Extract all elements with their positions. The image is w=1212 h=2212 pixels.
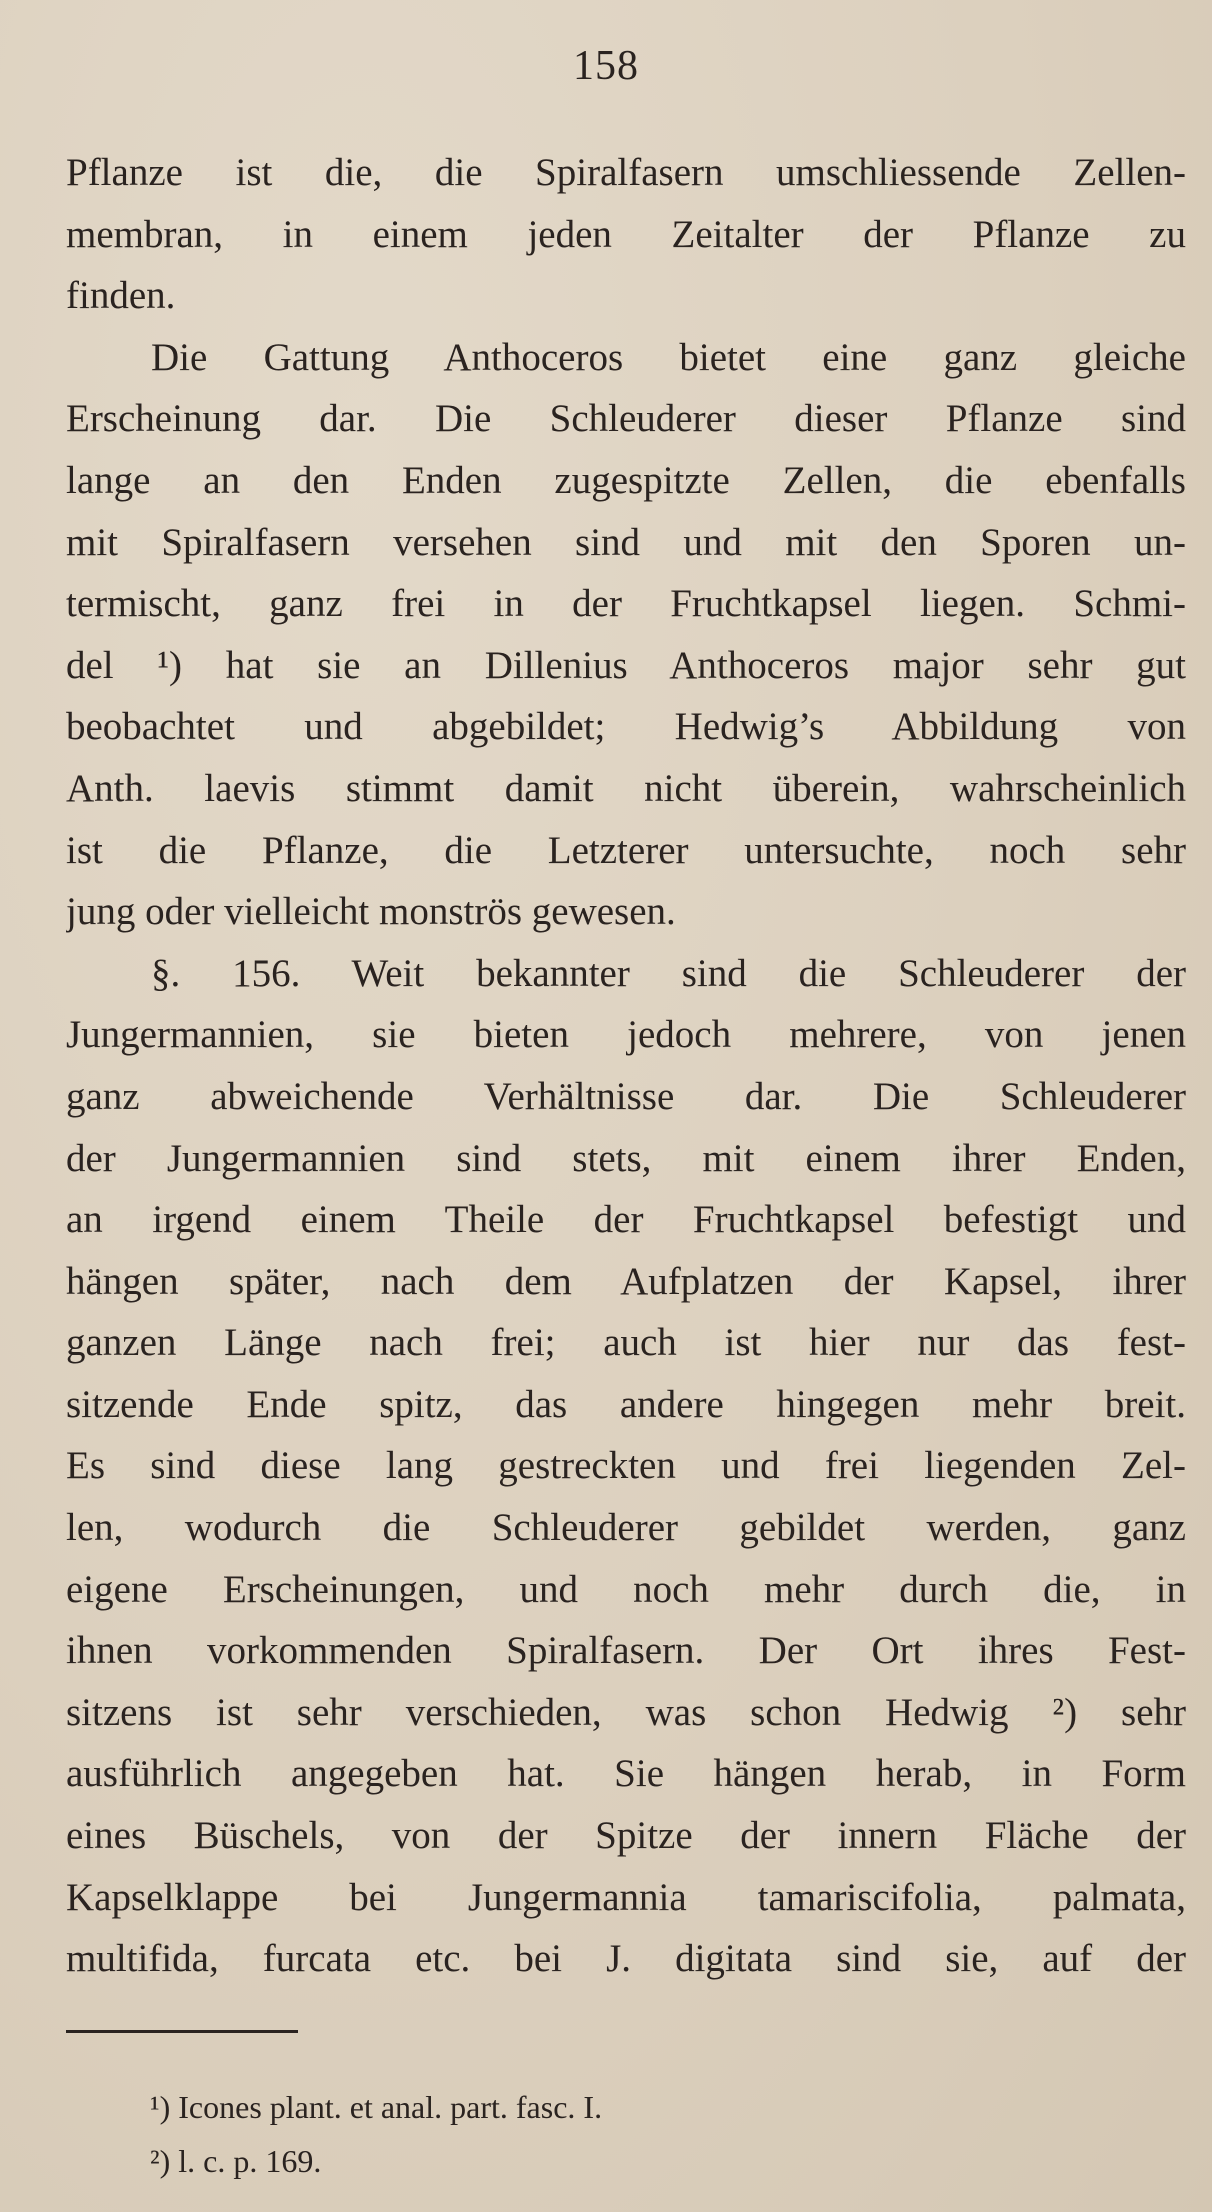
footnotes [150,2080,1050,2188]
text-line: Pflanze ist die, die Spiralfasern umschliessende Zellen- [66,151,1186,194]
text-line: len, wodurch die Schleuderer gebildet werden, ganz [66,1506,1186,1550]
text-line: Jungermannien, sie bieten jedoch mehrere, von jenen [66,1013,1186,1057]
footnote-divider [66,2030,298,2033]
text-line: multifida, furcata etc. bei J. digitata sind sie, auf der [66,1937,1186,1981]
footnote-1: ¹) Icones plant. et anal. part. fasc. I. [150,2089,603,2125]
text-line: eigene Erscheinungen, und noch mehr durch die, in [66,1567,1186,1611]
text-line: an irgend einem Theile der Fruchtkapsel befestigt und [66,1198,1186,1242]
text-line: Anth. laevis stimmt damit nicht überein, wahrscheinlich [66,766,1186,810]
text-line: sitzende Ende spitz, das andere hingegen mehr breit. [66,1382,1186,1426]
text-line: finden. [66,274,176,318]
text-line: termischt, ganz frei in der Fruchtkapsel liegen. Schmi- [66,582,1186,626]
text-line: Es sind diese lang gestreckten und frei liegenden Zel- [66,1444,1186,1488]
text-line: Erscheinung dar. Die Schleuderer dieser Pflanze sind [66,397,1186,441]
text-line: eines Büschels, von der Spitze der innern Fläche der [66,1814,1186,1858]
text-line: sitzens ist sehr verschieden, was schon Hedwig ²) sehr [66,1690,1186,1734]
text-line: der Jungermannien sind stets, mit einem ihrer Enden, [66,1136,1186,1180]
text-line: del ¹) hat sie an Dillenius Anthoceros major sehr gut [66,643,1186,687]
section-heading-line: §. 156. Weit bekannter sind die Schleuderer der [151,951,1186,995]
text-line: lange an den Enden zugespitzte Zellen, die ebenfalls [66,458,1186,502]
text-line: ihnen vorkommenden Spiralfasern. Der Ort ihres Fest- [66,1629,1186,1673]
text-line: Kapselklappe bei Jungermannia tamariscifolia, palmata, [66,1875,1186,1919]
text-line: jung oder vielleicht monströs gewesen. [66,890,676,934]
text-line: ganzen Länge nach frei; auch ist hier nur das fest- [66,1321,1186,1365]
text-line: membran, in einem jeden Zeitalter der Pflanze zu [66,212,1186,256]
text-line: hängen später, nach dem Aufplatzen der Kapsel, ihrer [66,1259,1186,1303]
text-line: mit Spiralfasern versehen sind und mit den Sporen un- [66,520,1186,564]
text-line: ausführlich angegeben hat. Sie hängen herab, in Form [66,1752,1186,1796]
footnote-2: ²) l. c. p. 169. [150,2143,322,2179]
page-number: 158 [573,43,639,89]
text-line: ganz abweichende Verhältnisse dar. Die Schleuderer [66,1074,1186,1118]
text-line: ist die Pflanze, die Letzterer untersuchte, noch sehr [66,828,1186,872]
text-line: Die Gattung Anthoceros bietet eine ganz gleiche [151,335,1186,379]
body-text [66,142,1186,1990]
text-line: beobachtet und abgebildet; Hedwig’s Abbildung von [66,705,1186,749]
